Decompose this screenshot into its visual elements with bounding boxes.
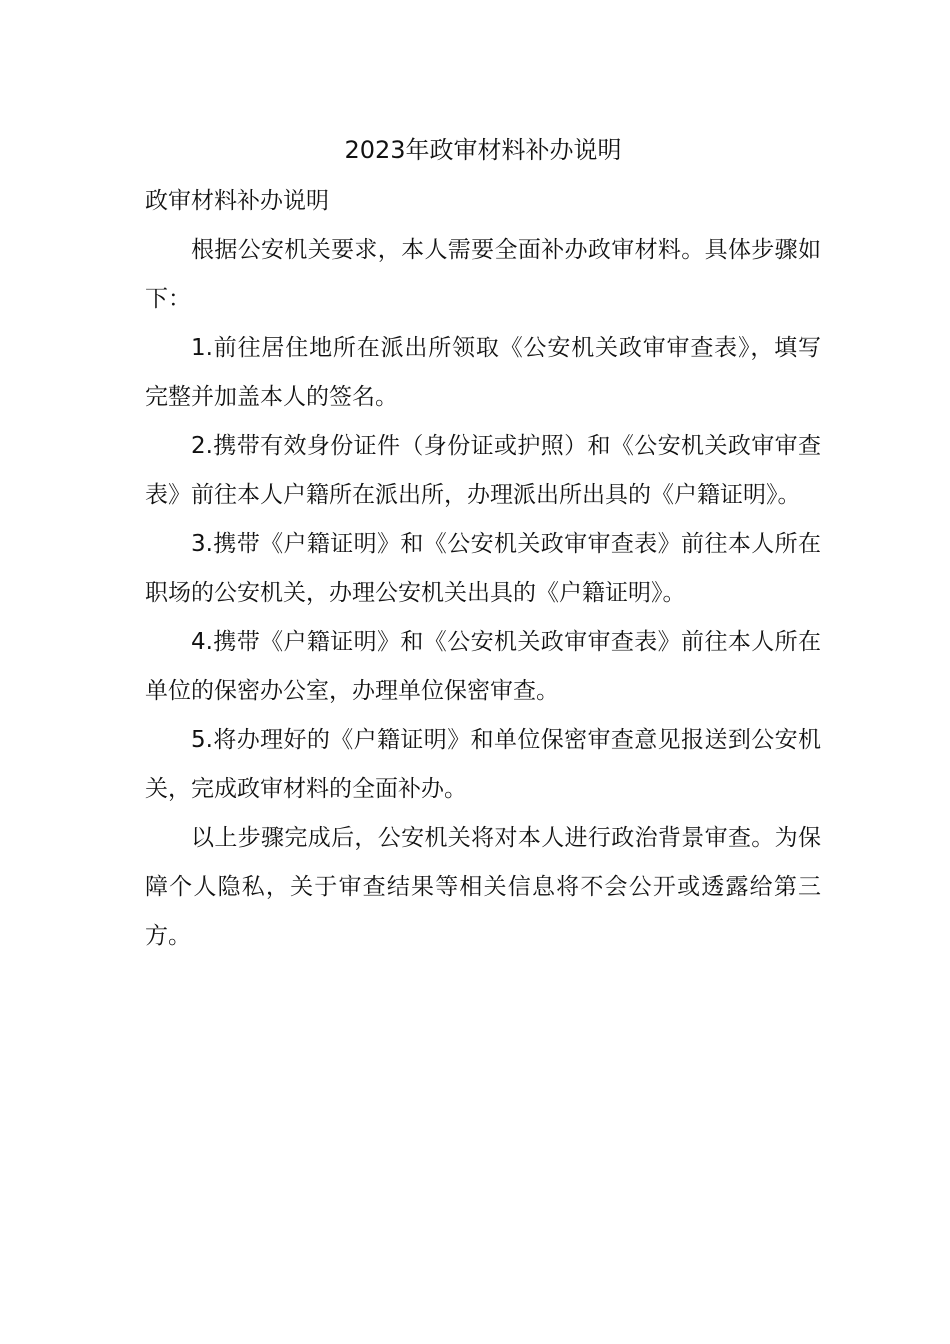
document-title: 2023年政审材料补办说明 xyxy=(344,136,622,164)
document-subtitle: 政审材料补办说明 xyxy=(145,188,329,214)
step-1-paragraph: 1.前往居住地所在派出所领取《公安机关政审审查表》，填写完整并加盖本人的签名。 xyxy=(145,335,821,410)
closing-paragraph: 以上步骤完成后，公安机关将对本人进行政治背景审查。为保障个人隐私，关于审查结果等相关信息将不会公开或透露给第三方。 xyxy=(145,825,821,949)
step-4-paragraph: 4.携带《户籍证明》和《公安机关政审审查表》前往本人所在单位的保密办公室，办理单位保密审查。 xyxy=(145,629,821,704)
step-3-paragraph: 3.携带《户籍证明》和《公安机关政审审查表》前往本人所在职场的公安机关，办理公安机关出具的《户籍证明》。 xyxy=(145,531,821,606)
step-5-paragraph: 5.将办理好的《户籍证明》和单位保密审查意见报送到公安机关，完成政审材料的全面补办。 xyxy=(145,727,821,802)
document-body xyxy=(145,128,821,961)
step-2-paragraph: 2.携带有效身份证件（身份证或护照）和《公安机关政审审查表》前往本人户籍所在派出所，办理派出所出具的《户籍证明》。 xyxy=(145,433,821,508)
intro-paragraph: 根据公安机关要求，本人需要全面补办政审材料。具体步骤如下： xyxy=(145,237,821,312)
